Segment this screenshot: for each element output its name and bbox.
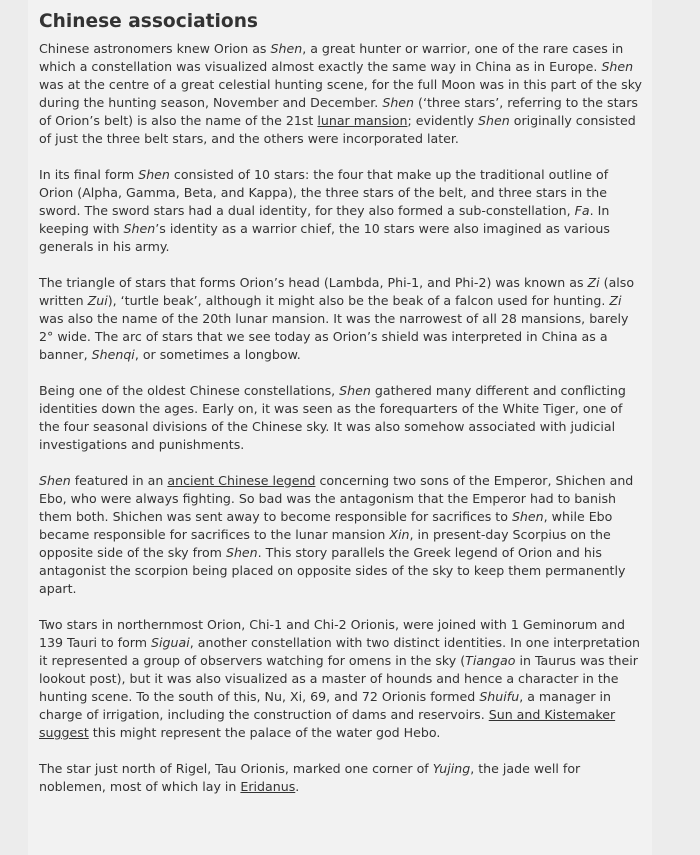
italic-term: Shenqi [91, 347, 135, 362]
link-eridanus[interactable]: Eridanus [240, 779, 296, 794]
text: was at the centre of a great celestial hunting scene, for the full Moon was in this part of the sky during the hunting season, November and December. [39, 77, 643, 110]
text: this might represent the palace of the water god Hebo. [88, 725, 441, 740]
text: consisted of 10 stars: the four that make up the traditional outline of Orion (Alpha, Gamma, Beta, and Kappa), the three stars of the belt, and three stars in the sword. The sword stars had a dual identity, for they also formed a sub-constellation, [39, 167, 609, 218]
link-ancient-chinese-legend[interactable]: ancient Chinese legend [167, 473, 316, 488]
italic-term: Fa [574, 203, 590, 218]
italic-term: Shen [123, 221, 156, 236]
paragraph-3 [39, 274, 643, 364]
link-lunar-mansion[interactable]: lunar mansion [317, 113, 408, 128]
italic-term: Zui [87, 293, 108, 308]
article [39, 8, 643, 814]
italic-term: Yujing [432, 761, 471, 776]
text: , or sometimes a longbow. [134, 347, 301, 362]
italic-term: Shen [511, 509, 544, 524]
text: ), ‘turtle beak’, although it might also be the beak of a falcon used for hunting. [107, 293, 610, 308]
italic-term: Siguai [151, 635, 190, 650]
italic-term: Shen [339, 383, 371, 398]
paragraph-7 [39, 760, 643, 796]
italic-term: Shen [138, 167, 170, 182]
italic-term: Xin [389, 527, 410, 542]
paragraph-2 [39, 166, 643, 256]
text: The triangle of stars that forms Orion’s head (Lambda, Phi-1, and Phi-2) was known as [39, 275, 588, 290]
italic-term: Shen [270, 41, 303, 56]
italic-term: Shen [39, 473, 71, 488]
text: , a manager in charge of irrigation, including the construction of dams and reservoirs. [39, 689, 612, 722]
paragraph-4 [39, 382, 643, 454]
italic-term: Shen [601, 59, 634, 74]
paragraph-5 [39, 472, 643, 598]
text: was also the name of the 20th lunar mansion. It was the narrowest of all 28 mansions, barely 2° wide. The arc of stars that we see today as Orion’s shield was interpreted in China as a banner, [39, 311, 629, 362]
italic-term: Shuifu [479, 689, 520, 704]
text: Being one of the oldest Chinese constellations, [39, 383, 340, 398]
italic-term: Shen [382, 95, 415, 110]
text: ; evidently [407, 113, 479, 128]
text: The star just north of Rigel, Tau Orionis, marked one corner of [39, 761, 433, 776]
text: . In keeping with [39, 203, 610, 236]
text: , while Ebo became responsible for sacrifices to the lunar mansion [39, 509, 613, 542]
text: , the jade well for noblemen, most of which lay in [39, 761, 581, 794]
text: featured in an [70, 473, 168, 488]
text: gathered many different and conflicting identities down the ages. Early on, it was seen as the forequarters of the White Tiger, one of the four seasonal divisions of the Chinese sky. It was also somehow associated with judicial investigations and punishments. [39, 383, 626, 452]
paragraph-1 [39, 40, 643, 148]
text: Two stars in northernmost Orion, Chi-1 and Chi-2 Orionis, were joined with 1 Geminorum and 139 Tauri to form [39, 617, 625, 650]
italic-term: Shen [225, 545, 258, 560]
text: (‘three stars’, referring to the stars of Orion’s belt) is also the name of the 21st [39, 95, 638, 128]
text: Chinese astronomers knew Orion as [39, 41, 271, 56]
text: (also written [39, 275, 635, 308]
link-sun-and-kistemaker[interactable]: Sun and Kistemaker suggest [39, 707, 616, 740]
italic-term: Zi [587, 275, 600, 290]
italic-term: Tiangao [465, 653, 516, 668]
text: . [295, 779, 300, 794]
text: , in present-day Scorpius on the opposite side of the sky from [39, 527, 611, 560]
text: In its final form [39, 167, 139, 182]
text: , a great hunter or warrior, one of the rare cases in which a constellation was visualized almost exactly the same way in China as in Europe. [39, 41, 624, 74]
text: in Taurus was their lookout post), but it was also visualized as a master of hounds and hence a character in the hunting scene. To the south of this, Nu, Xi, 69, and 72 Orionis formed [39, 653, 638, 704]
italic-term: Zi [609, 293, 622, 308]
italic-term: Shen [478, 113, 510, 128]
text: , another constellation with two distinct identities. In one interpretation it represented a group of observers watching for omens in the sky ( [39, 635, 641, 668]
paragraph-6 [39, 616, 643, 742]
text: originally consisted of just the three belt stars, and the others were incorporated later. [39, 113, 636, 146]
text: . This story parallels the Greek legend of Orion and his antagonist the scorpion being placed on opposite sides of the sky to keep them permanently apart. [39, 545, 626, 596]
text: concerning two sons of the Emperor, Shichen and Ebo, who were always fighting. So bad was the antagonism that the Emperor had to banish them both. Shichen was sent away to become responsible for sacrifices to [39, 473, 634, 524]
section-heading: Chinese associations [39, 11, 258, 32]
text: ’s identity as a warrior chief, the 10 stars were also imagined as various generals in his army. [39, 221, 610, 254]
